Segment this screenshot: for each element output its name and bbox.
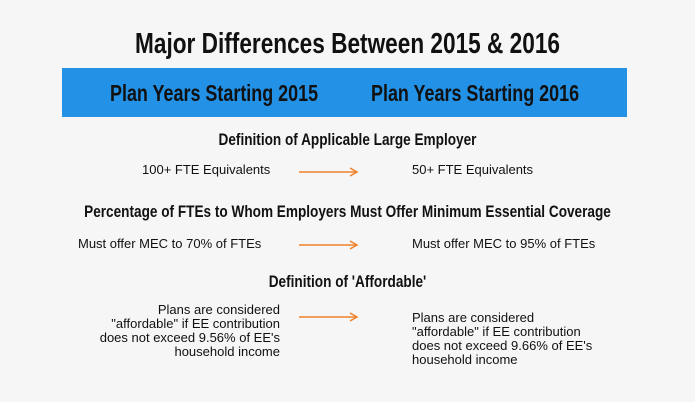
text-line: "affordable" if EE contribution bbox=[111, 316, 280, 331]
section-title-large-employer: Definition of Applicable Large Employer bbox=[218, 130, 477, 149]
band-label-2015: Plan Years Starting 2015 bbox=[110, 80, 319, 106]
text-line: household income bbox=[412, 352, 518, 367]
header-band bbox=[62, 68, 627, 117]
text-line: Plans are considered bbox=[412, 310, 535, 325]
arrow-right-icon bbox=[298, 166, 362, 178]
band-label-2016: Plan Years Starting 2016 bbox=[371, 80, 580, 106]
value-2016-mec: Must offer MEC to 95% of FTEs bbox=[412, 236, 596, 251]
value-2015-large-employer: 100+ FTE Equivalents bbox=[142, 162, 271, 177]
value-2015-affordable bbox=[84, 303, 280, 359]
section-title-affordable: Definition of 'Affordable' bbox=[268, 272, 427, 291]
text-line: does not exceed 9.56% of EE's bbox=[99, 330, 280, 345]
page-title: Major Differences Between 2015 & 2016 bbox=[135, 28, 560, 60]
arrow-right-icon bbox=[298, 239, 362, 251]
text-line: "affordable" if EE contribution bbox=[412, 324, 581, 339]
section-title-mec-percentage: Percentage of FTEs to Whom Employers Must Offer Minimum Essential Coverage bbox=[84, 202, 611, 221]
text-line: household income bbox=[174, 344, 280, 359]
value-2016-large-employer: 50+ FTE Equivalents bbox=[412, 162, 534, 177]
value-2015-mec: Must offer MEC to 70% of FTEs bbox=[78, 236, 262, 251]
text-line: does not exceed 9.66% of EE's bbox=[412, 338, 593, 353]
text-line: Plans are considered bbox=[157, 302, 280, 317]
arrow-right-icon bbox=[298, 311, 362, 323]
value-2016-affordable bbox=[412, 311, 632, 367]
